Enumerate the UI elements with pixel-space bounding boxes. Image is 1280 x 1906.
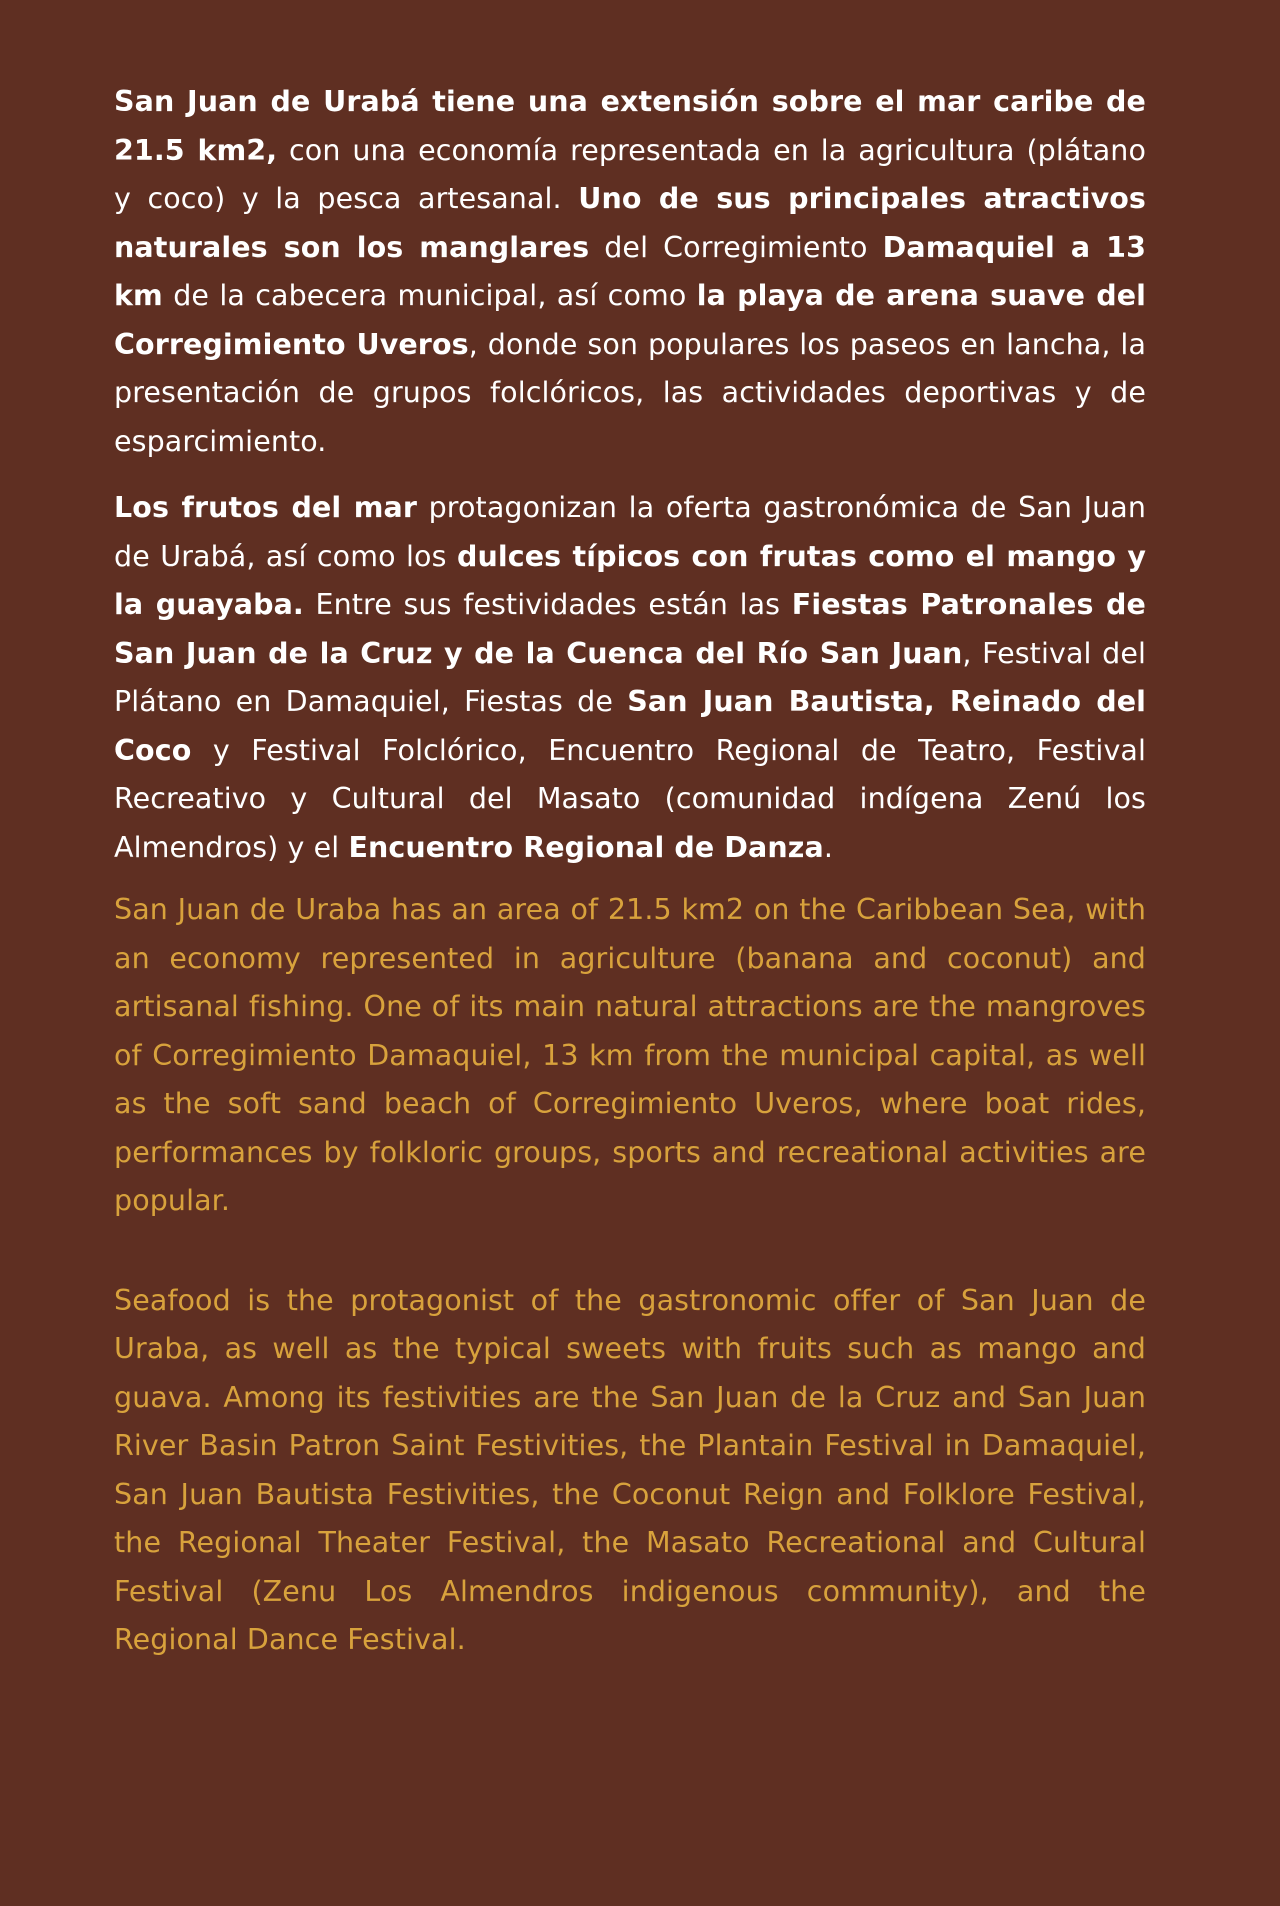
- spanish-paragraph-2: [114, 484, 1146, 872]
- es-p2-run-9: .: [823, 830, 833, 864]
- es-p2-run-4: Fiestas Patronales de San Juan de la Cruz y de la Cuenca del Río San Juan: [114, 588, 1146, 670]
- es-p2-run-2: dulces típicos con frutas como el mango y la guayaba.: [114, 539, 1146, 621]
- es-p1-run-7: , donde son populares los paseos en lancha, la presentación de grupos folclóricos, las actividades deportivas y de esparcimiento.: [114, 327, 1147, 458]
- es-p1-run-5: de la cabecera municipal, así como: [162, 279, 697, 312]
- es-p1-run-2: Uno de sus principales atractivos naturales son los manglares: [114, 182, 1146, 264]
- english-paragraph-2: Seafood is the protagonist of the gastronomic offer of San Juan de Uraba, as well as the typical sweets with fruits such as mango and guava. Among its festivities are the San Juan de la Cruz and San Juan River Basin Patron Saint Festivities, the Plantain Festival in Damaquiel, San Juan Bautista Festivities, the Coconut Reign and Folklore Festival, the Regional Theater Festival, the Masato Recreational and Cultural Festival (Zenu Los Almendros indigenous community), and the Regional Dance Festival.: [114, 1283, 1146, 1656]
- es-p1-run-4: Damaquiel a 13 km: [114, 230, 1147, 312]
- es-p1-run-1: con una economía representada en la agricultura (plátano y coco) y la pesca artesanal.: [114, 133, 1146, 215]
- es-p2-run-3: Entre sus festividades están las: [303, 588, 792, 621]
- es-p2-run-7: y Festival Folclórico, Encuentro Regional de Teatro, Festival Recreativo y Cultural del Masato (comunidad indígena Zenú los Almendros) y el: [114, 733, 1146, 864]
- es-p1-run-3: del Corregimiento: [589, 230, 883, 264]
- english-paragraph-1: San Juan de Uraba has an area of 21.5 km2 on the Caribbean Sea, with an economy represented in agriculture (banana and coconut) and artisanal fishing. One of its main natural attractions are the mangroves of Corregimiento Damaquiel, 13 km from the municipal capital, as well as the soft sand beach of Corregimiento Uveros, where boat rides, performances by folkloric groups, sports and recreational activities are popular.: [114, 893, 1146, 1217]
- es-p2-run-8: Encuentro Regional de Danza: [348, 830, 824, 864]
- es-p2-run-1: protagonizan la oferta gastronómica de San Juan de Urabá, así como los: [114, 491, 1147, 573]
- es-p1-run-6: la playa de arena suave del Corregimiento Uveros: [114, 279, 1146, 361]
- es-p2-run-0: Los frutos del mar: [114, 491, 418, 524]
- spanish-paragraph-1: [114, 78, 1146, 466]
- es-p2-run-6: San Juan Bautista, Reinado del Coco: [114, 685, 1147, 767]
- es-p2-run-5: , Festival del Plátano en Damaquiel, Fiestas de: [114, 636, 1146, 718]
- es-p1-run-0: San Juan de Urabá tiene una extensión sobre el mar caribe de 21.5 km2,: [114, 85, 1146, 167]
